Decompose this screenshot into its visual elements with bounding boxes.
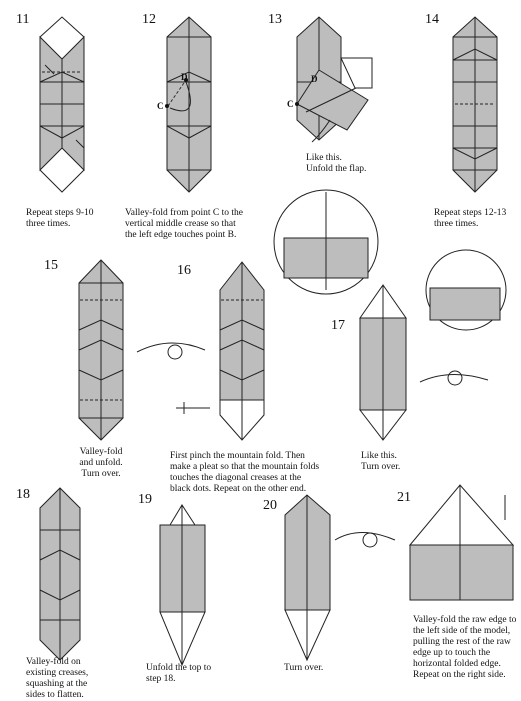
point-c-label: C — [157, 101, 164, 111]
arrow-15-16 — [137, 343, 205, 352]
step-20-diagram — [285, 495, 330, 660]
step-number-16: 16 — [177, 263, 191, 278]
step-number-21: 21 — [397, 490, 411, 505]
step-15-diagram — [79, 260, 123, 440]
step-14-caption: Repeat steps 12-13 three times. — [434, 208, 507, 229]
step-21-diagram — [410, 485, 513, 600]
step-11-diagram — [40, 17, 84, 192]
step-13-diagram — [287, 17, 372, 142]
step-19-diagram — [160, 505, 205, 665]
step-number-17: 17 — [331, 318, 345, 333]
step-19-caption: Unfold the top to step 18. — [146, 663, 212, 684]
step-12-diagram — [157, 17, 211, 192]
step-number-11: 11 — [16, 12, 30, 27]
step-11-caption: Repeat steps 9-10 three times. — [26, 208, 94, 229]
point-c-label-13: C — [287, 99, 294, 109]
step-16-zoom — [274, 190, 378, 294]
step-number-18: 18 — [16, 487, 30, 502]
step-20-caption: Turn over. — [284, 663, 324, 673]
arrow-20-21 — [335, 533, 395, 541]
step-17-zoom — [426, 250, 506, 330]
step-number-20: 20 — [263, 498, 277, 513]
step-16-caption: First pinch the mountain fold. Then make a pleat so that the mountain folds touches the diagonal creases at the black dots. Repeat on the other end. — [170, 451, 320, 494]
arrow-17-18 — [420, 374, 488, 382]
step-13-caption: Like this. Unfold the flap. — [306, 153, 367, 174]
point-d-label-13: D — [311, 74, 318, 84]
step-number-19: 19 — [138, 492, 152, 507]
step-16-diagram — [176, 262, 264, 440]
step-number-13: 13 — [268, 12, 282, 27]
step-18-diagram — [40, 488, 80, 660]
step-15-caption: Valley-fold and unfold. Turn over. — [79, 447, 123, 479]
point-d-label: D — [181, 72, 188, 82]
step-18-caption: Valley-fold on existing creases, squashing at the sides to flatten. — [26, 657, 89, 700]
step-number-15: 15 — [44, 258, 58, 273]
step-21-caption: Valley-fold the raw edge to the left side of the model, pulling the rest of the raw edge up to touch the horizontal folded edge. Repeat on the right side. — [413, 615, 517, 680]
step-17-caption: Like this. Turn over. — [361, 451, 401, 472]
step-number-12: 12 — [142, 12, 156, 27]
step-17-diagram — [360, 285, 406, 440]
step-14-diagram — [453, 17, 497, 192]
step-12-caption: Valley-fold from point C to the vertical middle crease so that the left edge touches point B. — [125, 208, 243, 240]
step-number-14: 14 — [425, 12, 439, 27]
